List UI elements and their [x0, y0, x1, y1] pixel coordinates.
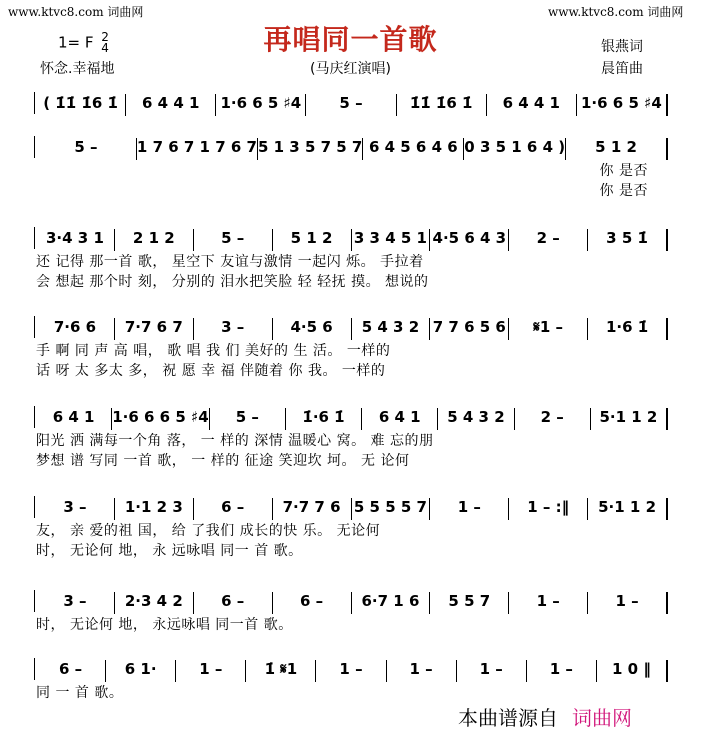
- score-row: [28, 134, 668, 200]
- notation-line: [28, 494, 668, 520]
- measure: 1 – :‖: [509, 498, 588, 520]
- lyric-line-1: 手 啊 同 声 高 唱， 歌 唱 我 们 美好的 生 活。 一样的: [36, 343, 391, 359]
- lyric-line-2: 梦想 谱 写同 一首 歌， 一 样的 征途 笑迎坎 坷。 无 论何: [36, 453, 410, 469]
- measure: 5 –: [194, 229, 273, 251]
- score-row: [28, 588, 668, 654]
- lyric-line-1: 你 是否: [599, 163, 648, 179]
- measure: 1̇ 𝄋1: [246, 660, 316, 682]
- measure: 6·7 1 6: [352, 592, 431, 614]
- measure-strip: [36, 134, 668, 160]
- measure: 1·6 1̇: [588, 318, 668, 340]
- measure: 2·3 4 2: [115, 592, 194, 614]
- measure: 6 4 4 1: [487, 94, 577, 116]
- singer-credit: (马庆红演唱): [310, 61, 391, 77]
- measure: 1·6 6 5 ♯4: [216, 94, 306, 116]
- expression-mark: 怀念.幸福地: [40, 61, 115, 77]
- notation-line: [28, 656, 668, 682]
- notation-line: [28, 90, 668, 116]
- measure: 5 –: [210, 408, 286, 430]
- measure: 6 –: [194, 592, 273, 614]
- measure: 1 –: [527, 660, 597, 682]
- notation-line: [28, 134, 668, 160]
- measure: 1 –: [387, 660, 457, 682]
- score-row: [28, 314, 668, 380]
- measure: 5 5 7: [430, 592, 509, 614]
- lyric-line-1: 友， 亲 爱的祖 国， 给 了我们 成长的快 乐。 无论何: [36, 523, 381, 539]
- lyric-line-1: 同 一 首 歌。: [36, 685, 124, 701]
- measure: 5 –: [306, 94, 396, 116]
- lyric-line-1: [28, 116, 668, 136]
- measure: 6 4 5 6 4 6: [363, 138, 464, 160]
- measure: 5·1 1 2: [588, 498, 668, 520]
- measure: 5·1 1 2: [591, 408, 668, 430]
- measure: 6 4 1: [36, 408, 112, 430]
- start-barline: [34, 227, 35, 249]
- measure-strip: [36, 225, 668, 251]
- start-barline: [34, 92, 35, 114]
- time-bottom: 4: [101, 41, 109, 55]
- measure: 5 –: [36, 138, 137, 160]
- measure: 5 1 2: [273, 229, 352, 251]
- song-title: 再唱同一首歌: [263, 23, 438, 56]
- measure: 1·6 6 5 ♯4: [577, 94, 668, 116]
- measure: 7 7 6 5 6: [430, 318, 509, 340]
- measure: 5 4 3 2: [352, 318, 431, 340]
- score-row: [28, 404, 668, 470]
- measure: 3 5 1̇: [588, 229, 668, 251]
- lyric-line-2: 时， 无论何 地， 永 远咏唱 同一 首 歌。: [36, 543, 303, 559]
- composer-credit: 晨笛曲: [601, 61, 643, 77]
- start-barline: [34, 316, 35, 338]
- lyric-line-2: 话 呀 太 多太 多， 祝 愿 幸 福 伴随着 你 我。 一样的: [36, 363, 386, 379]
- measure: 4·5 6: [273, 318, 352, 340]
- measure: 1·1 2 3: [115, 498, 194, 520]
- lyric-line-2: 你 是否: [599, 183, 648, 199]
- source-label: 本曲谱源自: [458, 706, 558, 730]
- lyric-line-2: 会 想起 那个时 刻， 分别的 泪水把笑脸 轻 轻抚 摸。 想说的: [36, 274, 429, 290]
- notation-line: [28, 314, 668, 340]
- start-barline: [34, 496, 35, 518]
- score-row: [28, 225, 668, 291]
- measure: 6 4 1: [362, 408, 438, 430]
- measure: 4·5 6 4 3: [430, 229, 509, 251]
- lyric-line-1: 还 记得 那一首 歌， 星空下 友谊与激情 一起闪 烁。 手拉着: [36, 254, 424, 270]
- measure: 1̇1̇ 1̇6 1̇: [397, 94, 487, 116]
- watermark-left: www.ktvc8.com 词曲网: [8, 5, 144, 19]
- notation-line: [28, 225, 668, 251]
- measure: 5 1 3 5 7 5 7: [258, 138, 363, 160]
- start-barline: [34, 406, 35, 428]
- measure: 1 –: [509, 592, 588, 614]
- measure: 2 –: [509, 229, 588, 251]
- start-barline: [34, 658, 35, 680]
- measure: 1 –: [316, 660, 386, 682]
- measure: 0 3 5 1 6 4 ): [464, 138, 566, 160]
- measure: 7·6 6: [36, 318, 115, 340]
- measure: 7·7 6 7: [115, 318, 194, 340]
- measure: 𝄋1 –: [509, 318, 588, 340]
- measure: 1̇·6 1̇: [286, 408, 362, 430]
- start-barline: [34, 590, 35, 612]
- source-footer: [458, 702, 632, 731]
- lyricist-credit: 银燕词: [601, 39, 643, 55]
- measure: 5 5 5 5 7: [352, 498, 431, 520]
- brand-name: 词曲网: [572, 706, 632, 730]
- measure: 1 7 6 7 1 7 6 7: [137, 138, 258, 160]
- measure-strip: [36, 494, 668, 520]
- watermark-right: www.ktvc8.com 词曲网: [548, 5, 684, 19]
- lyric-line-1: 阳光 洒 满每一个角 落， 一 样的 深情 温暖心 窝。 难 忘的朋: [36, 433, 434, 449]
- measure: 1 –: [430, 498, 509, 520]
- measure-strip: [36, 588, 668, 614]
- measure-strip: [36, 90, 668, 116]
- measure: 1 –: [457, 660, 527, 682]
- measure: 6 4 4 1: [126, 94, 216, 116]
- measure: 2 1 2: [115, 229, 194, 251]
- score-row: [28, 494, 668, 560]
- measure: 3 –: [194, 318, 273, 340]
- measure: ( 1̇1̇ 1̇6 1̇: [36, 94, 126, 116]
- lyric-line-2: [28, 634, 668, 654]
- measure: 1 –: [588, 592, 668, 614]
- measure-strip: [36, 656, 668, 682]
- notation-line: [28, 404, 668, 430]
- time-top: 2: [101, 30, 109, 44]
- measure: 3 –: [36, 592, 115, 614]
- measure-strip: [36, 404, 668, 430]
- measure: 1 0 ‖: [597, 660, 668, 682]
- measure: 1 –: [176, 660, 246, 682]
- measure: 3·4 3 1: [36, 229, 115, 251]
- measure: 7·7 7 6: [273, 498, 352, 520]
- start-barline: [34, 136, 35, 158]
- measure: 3 –: [36, 498, 115, 520]
- time-signature: [101, 32, 109, 54]
- measure: 5 1 2: [566, 138, 668, 160]
- measure: 3 3 4 5 1: [352, 229, 431, 251]
- measure: 1·6 6 6 5 ♯4: [112, 408, 209, 430]
- lyric-line-1: 时， 无论何 地， 永远咏唱 同一首 歌。: [36, 617, 293, 633]
- key-label: 1= F: [58, 33, 94, 52]
- measure: 2 –: [515, 408, 591, 430]
- measure: 5 4 3 2: [438, 408, 514, 430]
- notation-line: [28, 588, 668, 614]
- measure-strip: [36, 314, 668, 340]
- measure: 6 1·: [106, 660, 176, 682]
- measure: 6 –: [194, 498, 273, 520]
- measure: 6 –: [273, 592, 352, 614]
- measure: 6 –: [36, 660, 106, 682]
- key-signature: [58, 32, 109, 54]
